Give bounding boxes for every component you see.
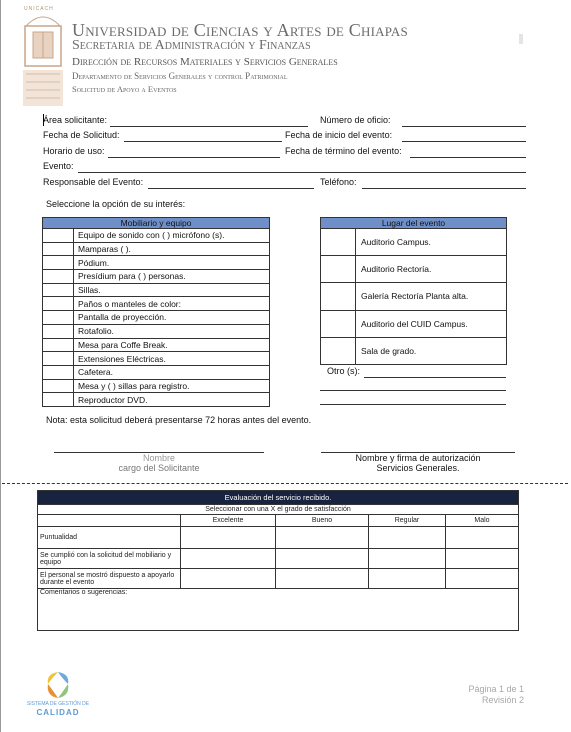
mobiliario-checkbox[interactable] [43,311,74,325]
solicitante-name-label: Nombre [142,453,175,463]
mobiliario-row [43,270,270,284]
mobiliario-row [43,229,270,243]
comments-field[interactable]: Comentarios o sugerencias: [38,589,519,631]
fecha-solicitud-field[interactable] [124,141,282,142]
fecha-solicitud-label: Fecha de Solicitud: [43,130,120,140]
mobiliario-item-label: Sillas. [74,283,270,297]
fecha-inicio-label: Fecha de inicio del evento: [285,130,393,140]
fecha-termino-field[interactable] [410,157,526,158]
mobiliario-checkbox[interactable] [43,393,74,407]
eval-title: Evaluación del servicio recibido. [38,491,519,505]
mobiliario-row [43,283,270,297]
mobiliario-item-label: Mesa para Coffe Break. [74,338,270,352]
mobiliario-item-label: Mamparas ( ). [74,242,270,256]
mobiliario-row [43,256,270,270]
eval-corner [38,515,181,527]
eval-criterion: Puntualidad [38,527,181,549]
lugar-item-label: Auditorio del CUID Campus. [356,310,507,337]
mobiliario-header: Mobiliario y equipo [43,218,270,229]
mobiliario-row [43,297,270,311]
mobiliario-row [43,242,270,256]
otro-field-1[interactable] [364,377,506,378]
otro-label: Otro (s): [327,366,360,376]
eval-rating-cell[interactable] [276,569,369,589]
mobiliario-item-label: Extensiones Eléctricas. [74,352,270,366]
mobiliario-checkbox[interactable] [43,229,74,243]
university-name: Universidad de Ciencias y Artes de Chiapas [72,20,408,40]
fecha-termino-label: Fecha de término del evento: [285,146,402,156]
lugar-table [320,217,507,365]
eval-col-malo: Malo [446,515,519,527]
mobiliario-checkbox[interactable] [43,365,74,379]
telefono-label: Teléfono: [320,177,357,187]
eval-rating-cell[interactable] [181,569,276,589]
mobiliario-checkbox[interactable] [43,256,74,270]
lugar-item-label: Auditorio Rectoría. [356,256,507,283]
eval-col-bueno: Bueno [276,515,369,527]
mobiliario-row [43,365,270,379]
lugar-header: Lugar del evento [321,218,507,229]
eval-rating-cell[interactable] [446,569,519,589]
eval-rating-cell[interactable] [446,549,519,569]
mobiliario-checkbox[interactable] [43,352,74,366]
responsable-field[interactable] [148,188,314,189]
header-marker [519,34,523,44]
eval-rating-cell[interactable] [369,527,446,549]
lugar-item-label: Auditorio Campus. [356,229,507,256]
mobiliario-row [43,324,270,338]
eval-rating-cell[interactable] [276,549,369,569]
mobiliario-checkbox[interactable] [43,338,74,352]
mobiliario-checkbox[interactable] [43,283,74,297]
evento-label: Evento: [43,161,74,171]
horario-field[interactable] [108,157,280,158]
lugar-checkbox[interactable] [321,229,356,256]
area-label: Área solicitante: [43,115,108,125]
horario-label: Horario de uso: [43,146,105,156]
evaluation-table [37,490,519,631]
mobiliario-checkbox[interactable] [43,270,74,284]
mobiliario-item-label: Mesa y ( ) sillas para registro. [74,379,270,393]
eval-rating-cell[interactable] [369,549,446,569]
sgc-label-2: CALIDAD [36,708,80,717]
lugar-checkbox[interactable] [321,283,356,310]
lugar-checkbox[interactable] [321,256,356,283]
mobiliario-table [42,217,270,407]
mobiliario-checkbox[interactable] [43,324,74,338]
eval-col-excelente: Excelente [181,515,276,527]
mobiliario-item-label: Pantalla de proyección. [74,311,270,325]
mobiliario-item-label: Equipo de sonido con ( ) micrófono (s). [74,229,270,243]
telefono-field[interactable] [362,188,526,189]
logo-text: UNICACH [24,6,54,12]
sgc-logo [40,670,76,700]
eval-criterion: El personal se mostró dispuesto a apoyarlo durante el evento [38,569,181,589]
mobiliario-row [43,393,270,407]
page-number: Página 1 de 1 [468,684,524,694]
eval-rating-cell[interactable] [276,527,369,549]
lugar-row [321,229,507,256]
lugar-item-label: Sala de grado. [356,337,507,364]
oficio-label: Número de oficio: [320,115,391,125]
lugar-item-label: Galería Rectoría Planta alta. [356,283,507,310]
mobiliario-item-label: Pódium. [74,256,270,270]
lugar-checkbox[interactable] [321,310,356,337]
mobiliario-checkbox[interactable] [43,297,74,311]
cut-line [2,483,568,484]
lugar-row [321,256,507,283]
area-field[interactable] [110,126,308,127]
fecha-inicio-field[interactable] [402,141,526,142]
eval-subtitle: Seleccionar con una X el grado de satisfacción [38,505,519,515]
mobiliario-row [43,311,270,325]
university-logo [20,4,66,108]
page-left-border [0,0,1,732]
eval-rating-cell[interactable] [181,549,276,569]
autorizacion-label-2: Servicios Generales. [376,463,460,473]
mobiliario-row [43,379,270,393]
mobiliario-row [43,338,270,352]
mobiliario-item-label: Cafetera. [74,365,270,379]
eval-rating-cell[interactable] [446,527,519,549]
eval-rating-cell[interactable] [181,527,276,549]
mobiliario-item-label: Rotafolio. [74,324,270,338]
eval-criterion: Se cumplió con la solicitud del mobiliario y equipo [38,549,181,569]
mobiliario-checkbox[interactable] [43,379,74,393]
lugar-row [321,337,507,364]
lugar-row [321,283,507,310]
mobiliario-item-label: Paños o manteles de color: [74,297,270,311]
mobiliario-row [43,352,270,366]
departamento-name: Departamento de Servicios Generales y control Patrimonial [72,71,288,81]
lugar-checkbox[interactable] [321,337,356,364]
direccion-name: Dirección de Recursos Materiales y Servicios Generales [72,56,338,68]
sgc-label-1: SISTEMA DE GESTIÓN DE [26,701,90,707]
revision-number: Revisión 2 [481,695,524,705]
autorizacion-label-1: Nombre y firma de autorización [355,453,481,463]
otro-field-3[interactable] [320,404,506,405]
lugar-row [321,310,507,337]
select-prompt: Seleccione la opción de su interés: [46,199,186,209]
eval-col-regular: Regular [369,515,446,527]
responsable-label: Responsable del Evento: [43,177,144,187]
solicitante-cargo-label: cargo del Solicitante [118,463,200,473]
mobiliario-item-label: Presídium para ( ) personas. [74,270,270,284]
eval-row [38,527,519,549]
mobiliario-checkbox[interactable] [43,242,74,256]
solicitud-title: Solicitud de Apoyo a Eventos [72,84,177,94]
eval-row [38,569,519,589]
otro-field-2[interactable] [320,390,506,391]
evento-field[interactable] [78,172,526,173]
mobiliario-item-label: Reproductor DVD. [74,393,270,407]
eval-row [38,549,519,569]
nota-text: Nota: esta solicitud deberá presentarse 72 horas antes del evento. [46,415,312,425]
oficio-field[interactable] [402,126,526,127]
eval-rating-cell[interactable] [369,569,446,589]
secretaria-name: Secretaria de Administración y Finanzas [72,38,311,53]
